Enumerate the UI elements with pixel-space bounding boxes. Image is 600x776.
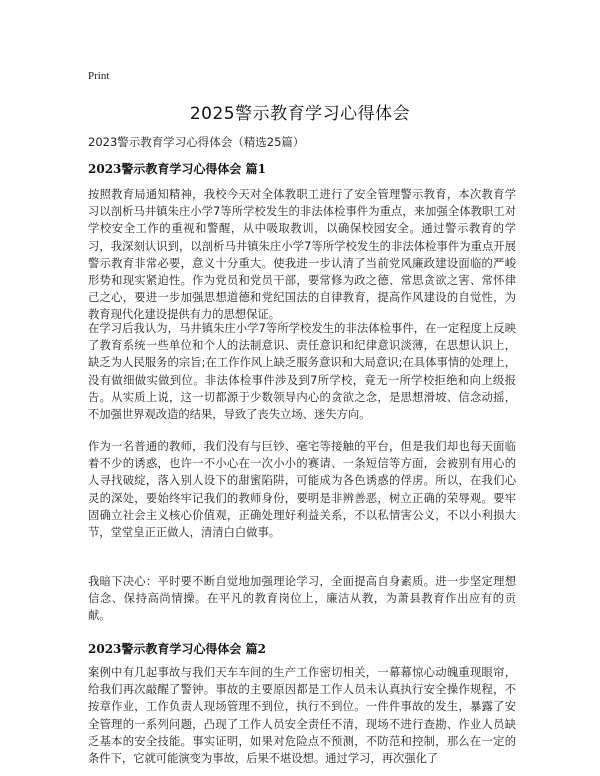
document-subtitle: 2023警示教育学习心得体会（精选25篇） <box>88 135 305 149</box>
section-1-paragraph-4: 我暗下决心：平时要不断自觉地加强理论学习，全面提高自身素质。进一步坚定理想信念、保持高尚情操。在平凡的教育岗位上，廉洁从教，为萧县教育作出应有的贡献。 <box>88 575 516 623</box>
section-1-paragraph-3: 作为一名普通的教师，我们没有与巨钞、毫宅等接触的平台，但是我们却也每天面临着不少的诱惑，也许一不小心在一次小小的赛请、一条短信等方面，会被别有用心的人寻找破绽，落入别人设下的甜蜜陷阱，可能成为各色诱惑的俘虏。所以，在我们心灵的深处，要始终牢记我们的教师身份，要明是非辨善恶，树立正确的荣辱观。要牢固确立社会主义核心价值观，正确处理好利益关系，不以私情害公义，不以小利损大节，堂堂皇正正做人，清清白白做事。 <box>88 440 516 540</box>
section-heading-2: 2023警示教育学习心得体会 篇2 <box>88 642 266 656</box>
section-heading-1: 2023警示教育学习心得体会 篇1 <box>88 162 266 176</box>
section-1-paragraph-1: 按照教育局通知精神，我校今天对全体教职工进行了安全管理警示教育，本次教育学习以剖析马井镇朱庄小学7等所学校发生的非法体检事件为重点，来加强全体教职工对学校安全工作的重视和警醒，从中吸取教训，以确保校园安全。通过警示教育的学习，我深刻认识到，以剖析马井镇朱庄小学7等所学校发生的非法体检事件为重点开展警示教育非常必要，意义十分重大。使我进一步认清了当前党风廉政建设面临的严峻形势和现实紧迫性。作为党员和党员干部，要常修为政之德、常思贪欲之害、常怀律己之心，要进一步加强思想道德和党纪国法的自律教育，提高作风建设的自觉性，为教育现代化建设提供有力的思想保证。 <box>88 188 516 322</box>
section-2-paragraph-1: 案例中有几起事故与我们天车车间的生产工作密切相关，一幕幕惊心动魄重现眼帘，给我们再次敲醒了警钟。事故的主要原因都是工作人员未认真执行安全操作规程，不按章作业，工作负责人现场管理不到位，执行不到位。一件件事故的发生，暴露了安全管理的一系列问题，凸现了工作人员安全责任不清，现场不进行查勘、作业人员缺乏基本的安全技能。事实证明，如果对危险点不预测，不防范和控制，那么在一定的条件下，它就可能演变为事故，后果不堪设想。通过学习，再次强化了 <box>88 666 516 766</box>
page-title: 2025警示教育学习心得体会 <box>189 104 411 124</box>
print-label[interactable]: Print <box>88 70 110 82</box>
section-1-paragraph-2: 在学习后我认为，马井镇朱庄小学7等所学校发生的非法体检事件，在一定程度上反映了教育系统一些单位和个人的法制意识、责任意识和纪律意识淡薄，在思想认识上，缺乏为人民服务的宗旨;在工作作风上缺乏服务意识和大局意识;在具体事情的处理上，没有做细做实做到位。非法体检事件涉及到7所学校，竟无一所学校拒绝和向上级报告。从实质上说，这一切都源于少数领导内心的贪欲之念，是思想滑坡、信念动摇，不加强世界观改造的结果，导致了丧失立场、迷失方向。 <box>88 322 516 422</box>
